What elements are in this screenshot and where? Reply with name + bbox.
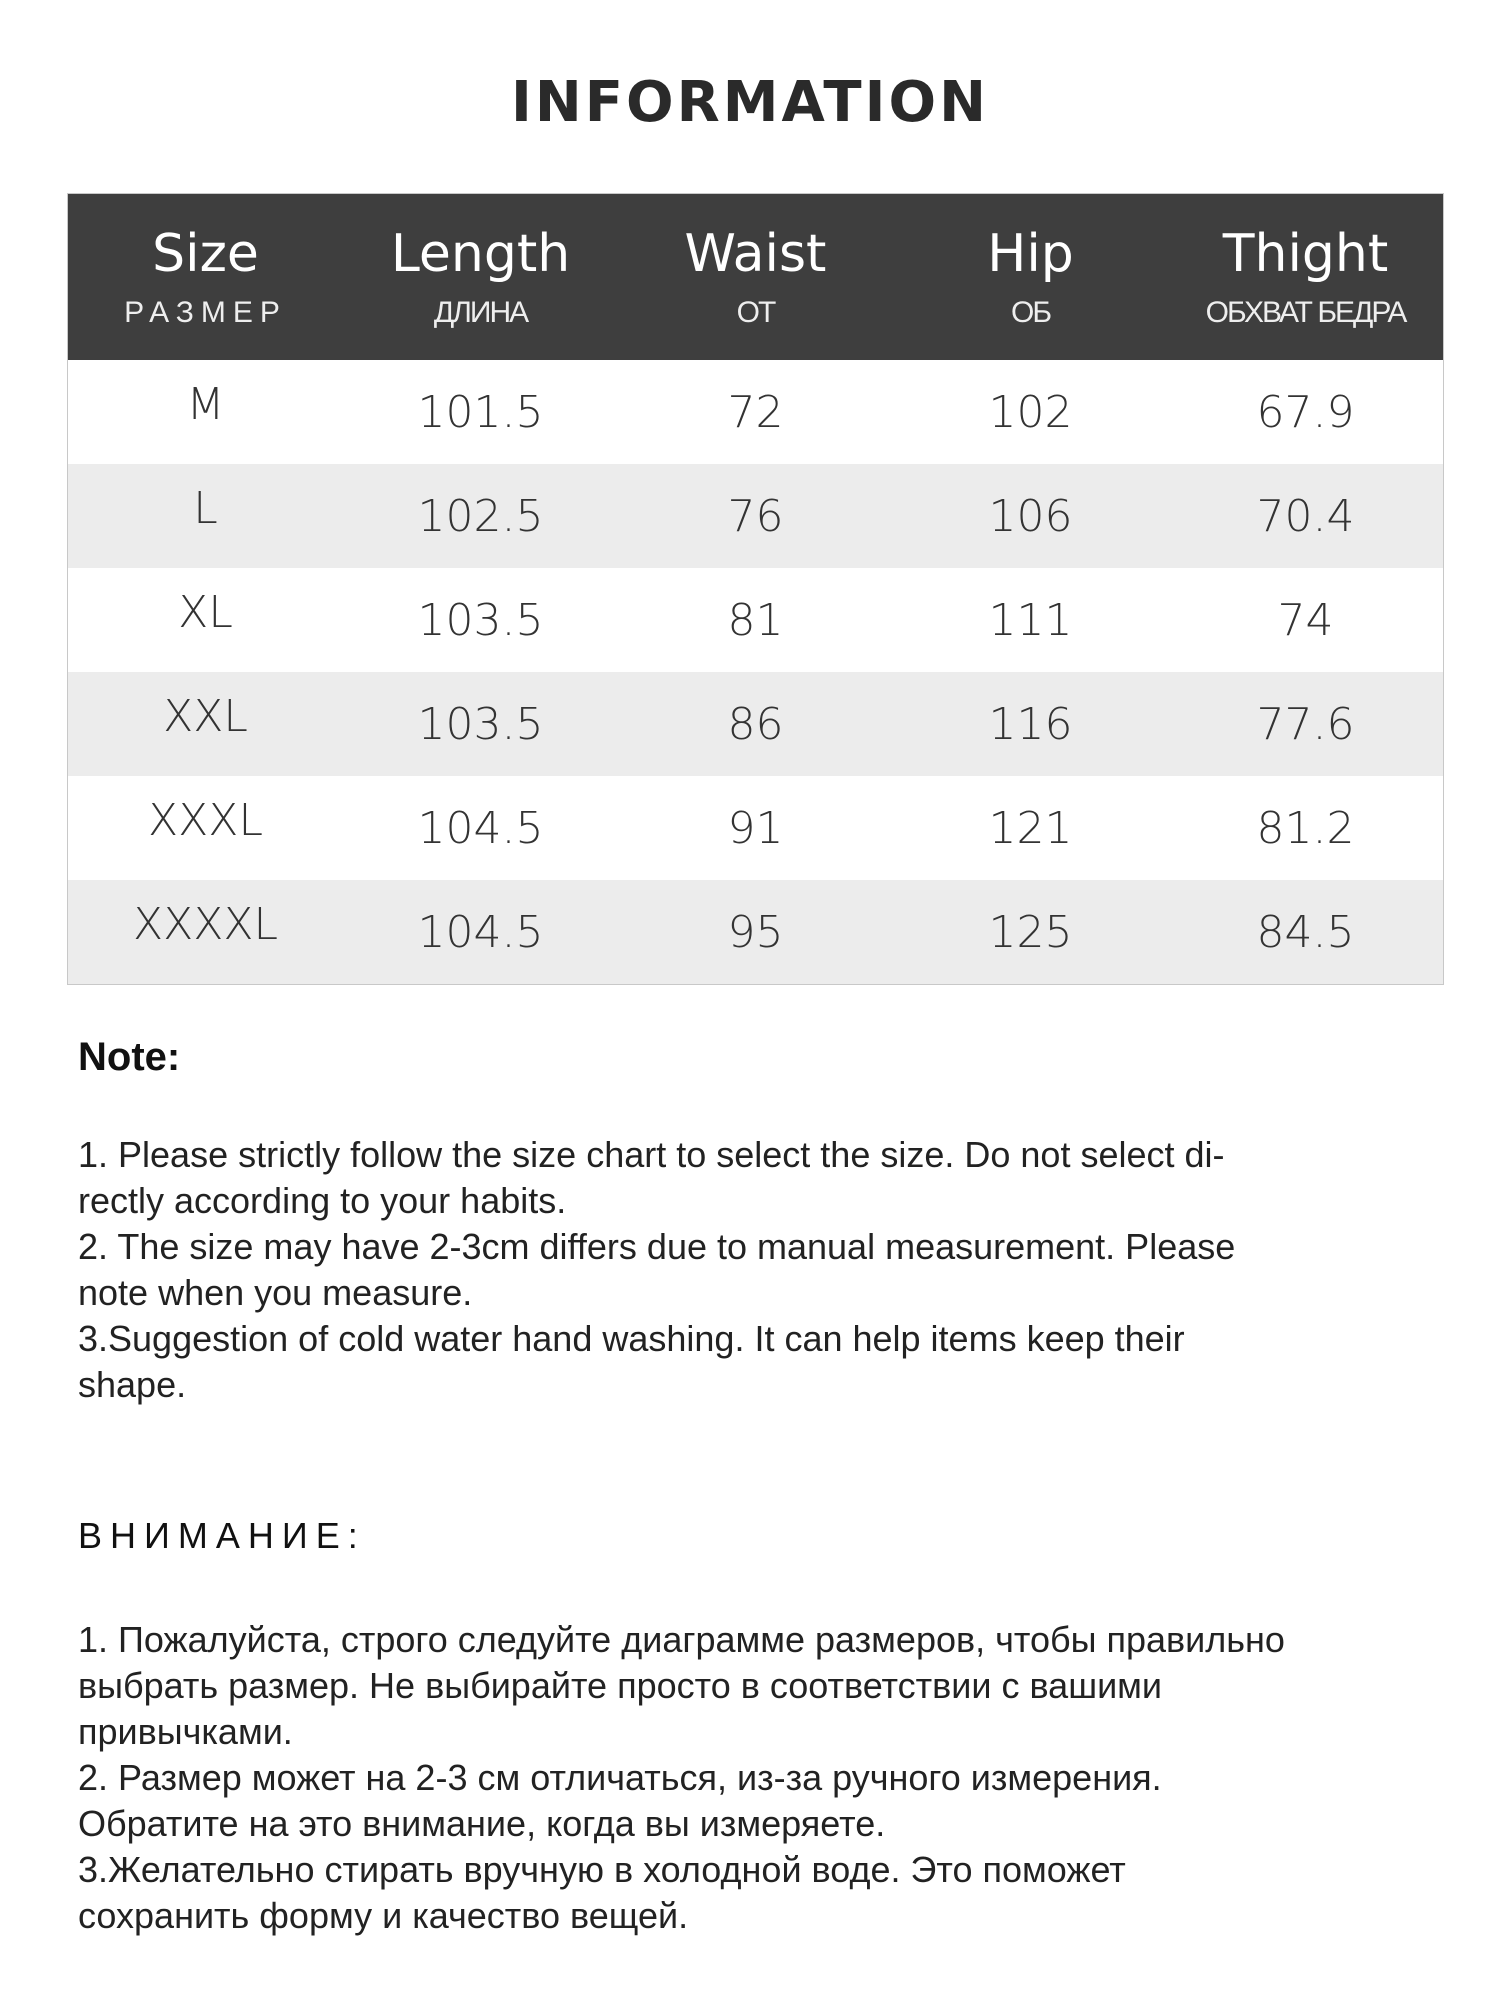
header-length (343, 194, 618, 360)
cell-waist: 76 (727, 490, 784, 542)
note-ru-line: сохранить форму и качество вещей. (78, 1895, 689, 1936)
note-en-heading: Note: (78, 1035, 181, 1079)
cell-size: XL (178, 586, 233, 638)
header-length-ru: ДЛИНА (433, 296, 528, 329)
note-en-line: 1. Please strictly follow the size chart to select the size. Do not select di- (78, 1134, 1225, 1175)
cell-waist: 95 (727, 906, 784, 958)
note-en-line: 2. The size may have 2-3cm differs due to manual measurement. Please (78, 1226, 1236, 1267)
cell-hip: 121 (988, 802, 1073, 854)
cell-hip: 111 (988, 594, 1073, 646)
cell-length: 103.5 (417, 594, 544, 646)
note-ru-section (78, 1515, 1438, 1939)
header-size-ru: РАЗМЕР (124, 296, 287, 329)
table-row (68, 880, 1443, 984)
cell-length: 104.5 (417, 802, 544, 854)
table-row (68, 672, 1443, 776)
cell-thigh: 70.4 (1256, 490, 1355, 542)
cell-hip: 102 (988, 386, 1073, 438)
cell-thigh: 77.6 (1256, 698, 1355, 750)
note-ru-line: привычками. (78, 1711, 293, 1752)
note-ru-line: выбрать размер. Не выбирайте просто в соответствии с вашими (78, 1665, 1163, 1706)
table-row (68, 568, 1443, 672)
cell-length: 103.5 (417, 698, 544, 750)
table-row (68, 776, 1443, 880)
note-en-line: shape. (78, 1364, 187, 1405)
note-ru-line: Обратите на это внимание, когда вы измеряете. (78, 1803, 886, 1844)
cell-length: 102.5 (417, 490, 544, 542)
note-en-line: note when you measure. (78, 1272, 473, 1313)
cell-waist: 81 (727, 594, 784, 646)
header-hip-en: Hip (987, 224, 1074, 284)
note-ru-line: 2. Размер может на 2-3 см отличаться, из-за ручного измерения. (78, 1757, 1162, 1798)
header-hip (893, 194, 1168, 360)
cell-thigh: 84.5 (1256, 906, 1355, 958)
header-waist-ru: ОТ (736, 296, 775, 329)
size-chart-table (67, 193, 1444, 985)
note-ru-heading: ВНИМАНИЕ: (78, 1515, 366, 1556)
table-row (68, 360, 1443, 464)
cell-length: 104.5 (417, 906, 544, 958)
header-waist-en: Waist (684, 224, 827, 284)
cell-size: L (193, 482, 218, 534)
header-waist (618, 194, 893, 360)
cell-thigh: 81.2 (1256, 802, 1355, 854)
note-en-line: rectly according to your habits. (78, 1180, 567, 1221)
header-size-en: Size (152, 224, 259, 284)
note-ru-line: 3.Желательно стирать вручную в холодной воде. Это поможет (78, 1849, 1126, 1890)
header-hip-ru: ОБ (1010, 296, 1051, 329)
note-en-section (78, 1035, 1438, 1408)
table-body (68, 360, 1443, 984)
cell-thigh: 74 (1277, 594, 1334, 646)
cell-waist: 86 (727, 698, 784, 750)
cell-waist: 72 (727, 386, 784, 438)
cell-hip: 116 (988, 698, 1073, 750)
cell-size: XXXXL (132, 898, 279, 950)
cell-hip: 125 (988, 906, 1073, 958)
page-title: INFORMATION (511, 70, 989, 135)
table-row (68, 464, 1443, 568)
header-length-en: Length (390, 224, 571, 284)
table-header (68, 194, 1443, 360)
cell-size: XXL (163, 690, 248, 742)
cell-thigh: 67.9 (1256, 386, 1355, 438)
header-thigh (1168, 194, 1443, 360)
header-thigh-en: Thight (1222, 224, 1389, 284)
header-thigh-ru: ОБХВАТ БЕДРА (1205, 296, 1406, 329)
cell-size: M (186, 378, 225, 430)
cell-waist: 91 (727, 802, 784, 854)
note-ru-line: 1. Пожалуйста, строго следуйте диаграмме размеров, чтобы правильно (78, 1619, 1285, 1660)
cell-hip: 106 (988, 490, 1073, 542)
cell-size: XXXL (148, 794, 263, 846)
header-size (68, 194, 343, 360)
note-en-line: 3.Suggestion of cold water hand washing. It can help items keep their (78, 1318, 1185, 1359)
cell-length: 101.5 (417, 386, 544, 438)
